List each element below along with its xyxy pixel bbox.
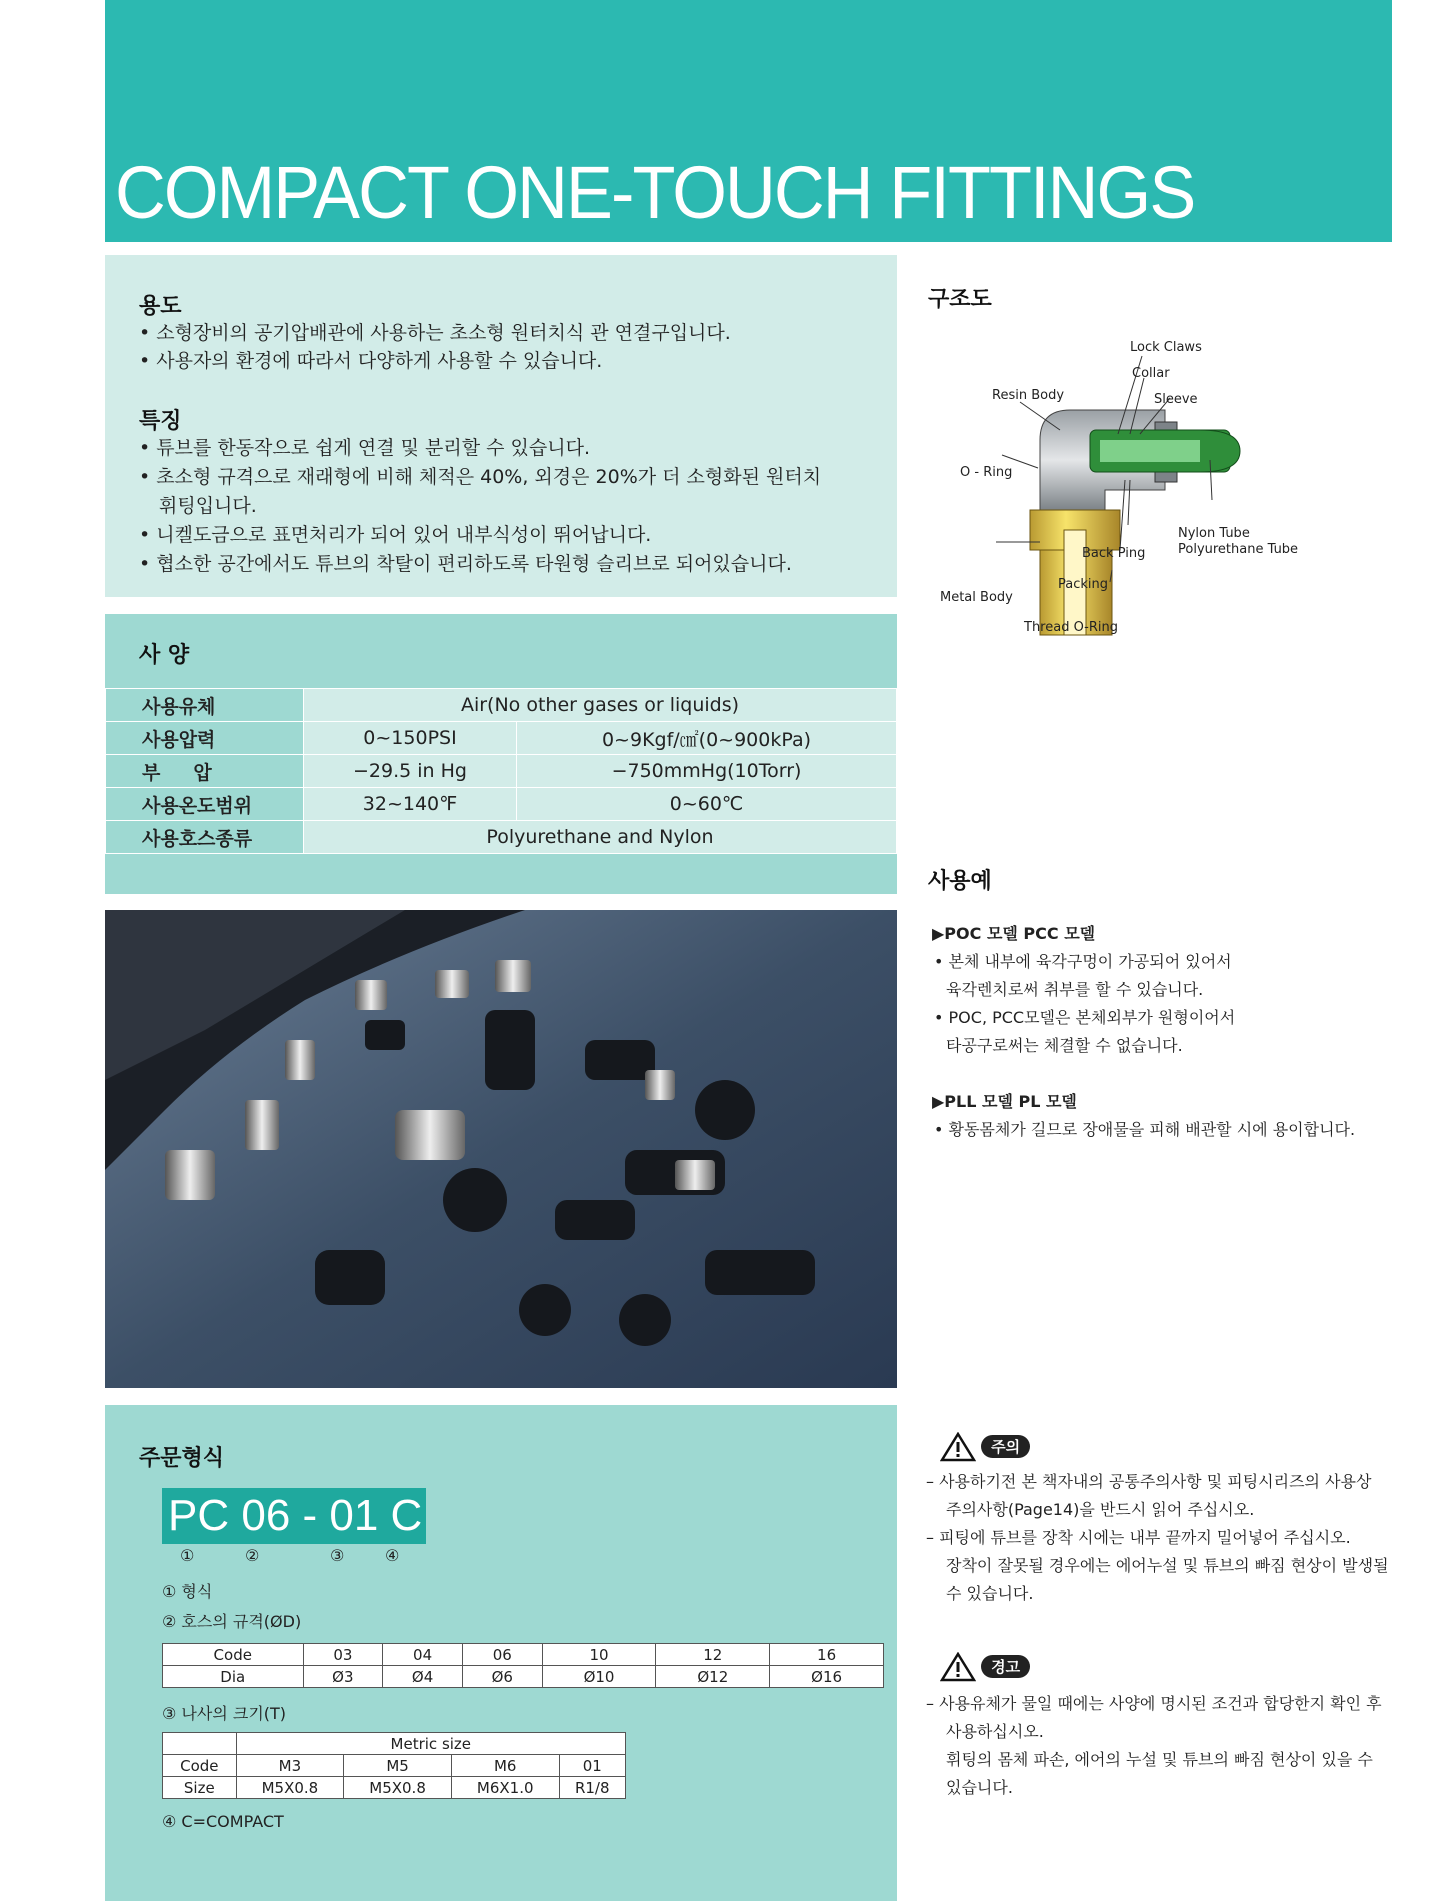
structure-heading: 구조도 xyxy=(928,287,992,312)
feature-item: • 협소한 공간에서도 튜브의 착탈이 편리하도록 타원형 슬리브로 되어있습니다. xyxy=(139,553,792,575)
order-item-2: ② 호스의 규격(ØD) xyxy=(162,1612,302,1631)
cell: R1/8 xyxy=(559,1777,625,1799)
feature-item: • 니켈도금으로 표면처리가 되어 있어 내부식성이 뛰어납니다. xyxy=(139,524,652,546)
warning-line: – 사용유체가 물일 때에는 사양에 명시된 조건과 합당한지 확인 후 xyxy=(926,1694,1382,1713)
packing-label: Packing xyxy=(1058,577,1109,592)
cell: 06 xyxy=(462,1644,542,1666)
cell: 16 xyxy=(770,1644,884,1666)
feature-item: 휘팅입니다. xyxy=(159,495,257,517)
warning-line: 있습니다. xyxy=(946,1778,1013,1797)
model2-line: • 황동몸체가 길므로 장애물을 피해 배관할 시에 용이합니다. xyxy=(934,1120,1356,1139)
product-photo xyxy=(105,910,897,1388)
sleeve-label: Sleeve xyxy=(1154,392,1198,407)
cell: Ø12 xyxy=(656,1666,770,1688)
caution-badge-label: 주의 xyxy=(981,1435,1030,1458)
cell: M6X1.0 xyxy=(451,1777,559,1799)
warning-line: 휘팅의 몸체 파손, 에어의 누설 및 튜브의 빠짐 현상이 있을 수 xyxy=(946,1750,1373,1769)
order-item-4: ④ C=COMPACT xyxy=(162,1812,284,1831)
features-heading: 특징 xyxy=(139,409,182,434)
model1-line: • POC, PCC모델은 본체외부가 원형이어서 xyxy=(934,1008,1236,1027)
cell: M5X0.8 xyxy=(236,1777,344,1799)
hose-size-table xyxy=(162,1643,884,1688)
caution-line: 수 있습니다. xyxy=(946,1584,1034,1603)
cell: 04 xyxy=(383,1644,463,1666)
thread-size-table xyxy=(162,1732,626,1799)
cell: 12 xyxy=(656,1644,770,1666)
marker-3: ③ xyxy=(330,1546,345,1565)
spec-value: 32~140℉ xyxy=(304,788,517,821)
caution-line: – 피팅에 튜브를 장착 시에는 내부 끝까지 밀어넣어 주십시오. xyxy=(926,1528,1351,1547)
feature-item: • 튜브를 한동작으로 쉽게 연결 및 분리할 수 있습니다. xyxy=(139,437,590,459)
cell: 01 xyxy=(559,1755,625,1777)
cell: Ø4 xyxy=(383,1666,463,1688)
order-heading: 주문형식 xyxy=(139,1446,225,1471)
cell: Code xyxy=(163,1755,237,1777)
thread-o-ring-label: Thread O-Ring xyxy=(1024,620,1119,635)
spec-section xyxy=(105,614,897,894)
spec-value: 0~60℃ xyxy=(517,788,897,821)
usage-heading: 용도 xyxy=(139,294,182,319)
marker-1: ① xyxy=(180,1546,195,1565)
polyurethane-tube-label: Polyurethane Tube xyxy=(1178,542,1299,557)
cell: M5X0.8 xyxy=(344,1777,452,1799)
warning-badge xyxy=(940,1652,1030,1682)
spec-value: Air(No other gases or liquids) xyxy=(304,689,897,722)
back-ping-label: Back Ping xyxy=(1082,546,1146,561)
cell: Size xyxy=(163,1777,237,1799)
cell: M6 xyxy=(451,1755,559,1777)
model1-line: • 본체 내부에 육각구멍이 가공되어 있어서 xyxy=(934,952,1232,971)
cell: Ø16 xyxy=(770,1666,884,1688)
spec-heading: 사 양 xyxy=(139,643,190,668)
spec-label: 사용유체 xyxy=(106,689,304,722)
caution-badge xyxy=(940,1432,1030,1462)
spec-value: 0~9Kgf/㎠(0~900kPa) xyxy=(517,722,897,755)
cell: Ø10 xyxy=(542,1666,656,1688)
spec-label: 사용호스종류 xyxy=(106,821,304,854)
warning-badge-label: 경고 xyxy=(981,1655,1030,1678)
warning-line: 사용하십시오. xyxy=(946,1722,1044,1741)
structure-diagram xyxy=(930,330,1390,660)
usage-item: • 사용자의 환경에 따라서 다양하게 사용할 수 있습니다. xyxy=(139,350,603,372)
order-item-3: ③ 나사의 크기(T) xyxy=(162,1704,287,1723)
metal-body-label: Metal Body xyxy=(940,590,1013,605)
caution-line: 장착이 잘못될 경우에는 에어누설 및 튜브의 빠짐 현상이 발생될 xyxy=(946,1556,1389,1575)
spec-value: 0~150PSI xyxy=(304,722,517,755)
usage-item: • 소형장비의 공기압배관에 사용하는 초소형 원터치식 관 연결구입니다. xyxy=(139,322,731,344)
order-item-1: ① 형식 xyxy=(162,1582,213,1601)
spec-value: −29.5 in Hg xyxy=(304,755,517,788)
cell: M5 xyxy=(344,1755,452,1777)
spec-value: Polyurethane and Nylon xyxy=(304,821,897,854)
cell: Ø3 xyxy=(303,1666,383,1688)
caution-line: 주의사항(Page14)을 반드시 읽어 주십시오. xyxy=(946,1500,1255,1519)
cell: 03 xyxy=(303,1644,383,1666)
order-code: PC 06 - 01 C xyxy=(162,1488,426,1544)
cell: 10 xyxy=(542,1644,656,1666)
model2-heading: ▶PLL 모델 PL 모델 xyxy=(932,1092,1077,1111)
examples-heading: 사용예 xyxy=(928,869,992,894)
spec-label: 사용온도범위 xyxy=(106,788,304,821)
lock-claws-label: Lock Claws xyxy=(1130,340,1202,355)
spec-label: 부 압 xyxy=(106,755,304,788)
spec-value: −750mmHg(10Torr) xyxy=(517,755,897,788)
cell: M3 xyxy=(236,1755,344,1777)
nylon-tube-label: Nylon Tube xyxy=(1178,526,1250,541)
marker-2: ② xyxy=(245,1546,260,1565)
o-ring-label: O - Ring xyxy=(960,465,1013,480)
collar-label: Collar xyxy=(1132,366,1170,381)
model1-heading: ▶POC 모델 PCC 모델 xyxy=(932,924,1096,943)
spec-label: 사용압력 xyxy=(106,722,304,755)
spec-table xyxy=(105,688,897,854)
warning-triangle-icon xyxy=(940,1432,976,1462)
caution-line: – 사용하기전 본 책자내의 공통주의사항 및 피팅시리즈의 사용상 xyxy=(926,1472,1372,1491)
cell: Dia xyxy=(163,1666,304,1688)
model1-line: 타공구로써는 체결할 수 없습니다. xyxy=(946,1036,1183,1055)
feature-item: • 초소형 규격으로 재래형에 비해 체적은 40%, 외경은 20%가 더 소형화된 원터치 xyxy=(139,466,822,488)
resin-body-label: Resin Body xyxy=(992,388,1065,403)
cell xyxy=(163,1733,237,1755)
cell: Ø6 xyxy=(462,1666,542,1688)
model1-line: 육각렌치로써 취부를 할 수 있습니다. xyxy=(946,980,1204,999)
warning-triangle-icon xyxy=(940,1652,976,1682)
cell: Code xyxy=(163,1644,304,1666)
usage-section xyxy=(105,255,897,597)
cell: Metric size xyxy=(236,1733,625,1755)
page-title: COMPACT ONE-TOUCH FITTINGS xyxy=(115,151,1195,234)
marker-4: ④ xyxy=(385,1546,400,1565)
